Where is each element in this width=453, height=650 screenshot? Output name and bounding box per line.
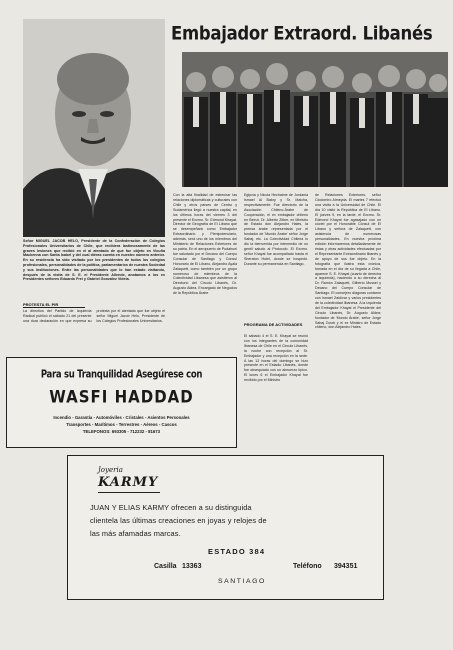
karmy-line-3: las más afamadas marcas. xyxy=(90,529,181,538)
portrait-photo xyxy=(23,19,165,237)
haddad-tagline: Para su Tranquilidad Asegúrese con xyxy=(40,368,203,382)
haddad-ad xyxy=(6,357,237,448)
portrait-caption: Señor MIGUEL JACOB HELO, Presidente de la Confederación de Colegios Profesionales Universitarios de Chile, que recibiera lastimosamente de las graves lesiones que recibió en el al atentado de que fue objeto en Vicuña Mackenna con Santa Isabel y del cual diéras cuenta en nuestro número anterior. En su residencia ha sido visitado por los presidentes de todos los colegios profesionales, personalidades de la política, parlamentarios de nuestra Sociedad y sus instituciones. Entre las personalidades que lo han estado visitando, después de la visita de S. E. el Presidente Allende, anotamos a los ex Presidentes señores Eduardo Frei y Gabriel González Videla. xyxy=(23,239,166,282)
group-image xyxy=(182,52,448,187)
protest-rule xyxy=(23,307,85,308)
karmy-telefono-label: Teléfono xyxy=(293,563,322,570)
program-text: El sábado 4 el S. E. Khayat se reunió con los integrantes de la comunidad libanesa de Chile en el Circulo Libanés, la noche con recepción al Sr. Embajador y una recepción en la sede. A las 13 horas del domingo se hizo presente en el Estadio Libanés, donde fue obsequiado con un almuerzo típico. El lunes 6 el Embajador Khayat fue recibido por el Ministro xyxy=(244,334,308,383)
group-photo xyxy=(182,52,448,187)
karmy-city: SANTIAGO xyxy=(218,578,266,585)
haddad-name: WASFI HADDAD xyxy=(49,387,194,407)
karmy-line-1: JUAN Y ELIAS KARMY ofrecen a su distinguida xyxy=(90,503,252,512)
karmy-joyeria-label: Joyeria xyxy=(98,466,123,474)
protest-paragraph: La directiva del Partido de Izquierda Radical publicó el sábado 21 del presente una dura declaración en que expresa su protesta por el atentado que fue objeto el señor Miguel Jacob Helo, Presidente de los Colegios Profesionales Universitarios. xyxy=(23,309,165,323)
karmy-brand: KARMY xyxy=(98,475,159,490)
karmy-address: ESTADO 384 xyxy=(208,547,266,556)
article-column-2: Egipcia y Nicola Hechaime de Jordania Ismael Al Bakry y Sr. Maicha, respectivamente. Fue directorio de la Asociación Chileno-Árabe de Cooperación, el ex embajador chileno en Beirut, Dr. Alberto Zilber, ex Ministro de Estado don Alejandro Hales, la prensa árabe representada por el fundador de 'Mundo Árabe' señor Jorge Sabaj, etc. La Colectividad Chilena lo dio la bienvenida por intermedio de un gentil saludo al Protocolo. El Excmo. señor Khayat fue acompañado hasta el Sheraton Hotel, donde se hospedó. Durante su permanencia en Santiago. xyxy=(244,193,308,266)
haddad-phones: TELEFONOS: 693305 - 712232 - 81673 xyxy=(82,429,161,434)
article-column-1: Con la alta finalidad de estrechar las relaciones diplomáticas y culturales con Chile y otros países de Centro y Sudamérica llegó a nuestra capital, en los últimos horas del viernes 3 del presente el Excmo. Sr. Edmond Khayat, Director de Geografía de El Líbano que se desempeñará como Embajador Extraordinario y Plenipotenciario, además, será uno de los miembros del Ministerio de Relaciones Exteriores de su patria. En el aeropuerto de Pudahuel fue saludado por el Decano del Cuerpo Consular de Santiago y Cónsul Honorario de El Líbano, Alejandro Ayala Zalaquett, como también por un grupo numeroso de miembros de la Colectividad Libanesa que asistieron al Directorio del Circulo Libanés, Dr. Augusto Aldea, Encargado de Negocios de la República Árabe xyxy=(173,193,237,296)
karmy-telefono-number: 394351 xyxy=(334,563,358,570)
haddad-line-2: Transportes - Marítimos - Terrestres - Aéreos - Cascos xyxy=(66,422,177,427)
page-headline: Embajador Extraord. Libanés xyxy=(171,22,433,44)
program-heading: PROGRAMA DE ACTIVIDADES xyxy=(244,322,303,327)
karmy-line-2: clientela las últimas creaciones en joyas y relojes de xyxy=(90,516,267,525)
karmy-brand-underline xyxy=(98,492,160,493)
protest-text xyxy=(23,309,165,335)
article-column-3: de Relaciones Exteriores, señor Clodomiro Almeyda. El martes 7 efectuó una visita a la Universidad de Chile. El día 10 visitó la República de El Líbano. El jueves 9, en la tarde, el Excmo. Sr. Edmond Khayat fue agasajado con un cóctel por el Honorable Cónsul de El Líbano y señora de Zalaquett, con asistencia de numerosas personalidades. En nuestra próxima edición informaremos detalladamente de éstas y otras actividades efectuadas por el Representante Extraordinario libanés y de apoyo de sus fue objeto. En la fotografía que ilustra esta crónica, tomada en el día de su llegada a Chile, aparece S. E. Khayat (cuarto de derecha a izquierda), haciendo a su derecha al Dr. Ramón Zalaquett, Gilberto Mussel y Decano del Cuerpo Consular de Santiago. El consejero diágoras contaron con Ismael Zaldívar y varios presidentes de la colectividad libanesa. A la izquierda del Embajador Khayat el Presidente del Circulo Libanés, Dr. Augusto Aldea; fundador de 'Mundo Árabe', señor Jorge Sabaj Zurob y el ex Ministro de Estado chileno, don Alejandro Hales. xyxy=(315,193,381,330)
portrait-image xyxy=(23,19,165,237)
karmy-ad xyxy=(67,455,384,600)
karmy-casilla-number: 13363 xyxy=(182,563,202,570)
karmy-casilla-label: Casilla xyxy=(154,563,177,570)
protest-heading: PROTESTA EL PIR xyxy=(23,302,59,307)
haddad-line-1: Incendio - Garantía - Automóviles - Cristales - Asientos Personales xyxy=(53,415,190,420)
